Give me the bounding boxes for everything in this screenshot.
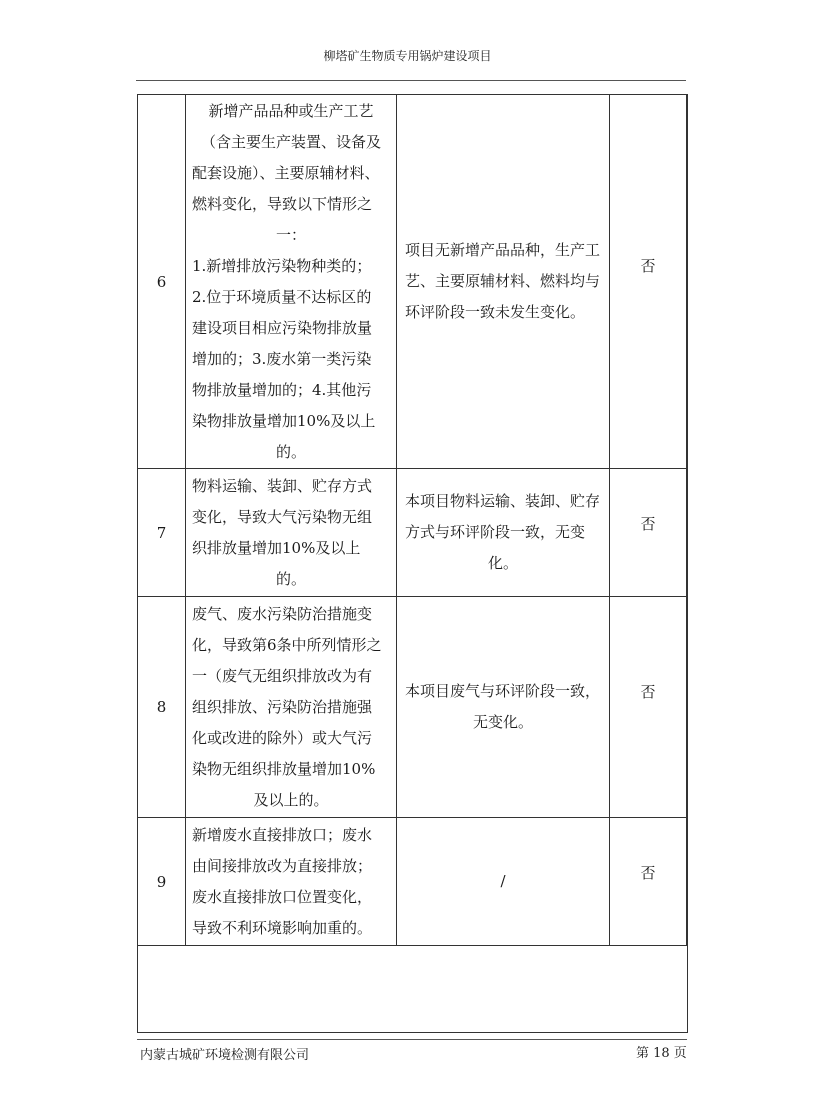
requirement-line: 废气、废水污染防治措施变	[192, 604, 373, 623]
requirement-cell	[186, 469, 397, 597]
description-line: 无变化。	[472, 713, 533, 731]
requirement-line: 废水直接排放口位置变化，	[192, 887, 373, 906]
requirement-line: 染物无组织排放量增加10%	[192, 759, 376, 778]
description-line: 化。	[487, 554, 518, 572]
description-line: 艺、主要原辅材料、燃料均与	[405, 272, 601, 290]
requirement-line: 的。	[275, 442, 306, 461]
table-row	[138, 469, 687, 597]
requirement-line: 变化，导致大气污染物无组	[192, 507, 373, 526]
item-number: 6	[138, 95, 186, 469]
requirement-line: 物料运输、装卸、贮存方式	[192, 476, 373, 495]
description-line: 本项目废气与环评阶段一致，	[405, 682, 601, 700]
requirement-line: 的。	[275, 569, 306, 588]
requirement-line: 配套设施）、主要原辅材料、	[192, 163, 380, 182]
result-cell: 否	[610, 95, 687, 469]
document-header-title: 柳塔矿生物质专用锅炉建设项目	[323, 49, 492, 63]
description-line: 本项目物料运输、装卸、贮存	[405, 492, 601, 510]
description-cell	[397, 95, 610, 469]
page-number: 第 18 页	[636, 1046, 687, 1061]
requirement-cell	[186, 597, 397, 818]
description-line: 项目无新增产品品种，生产工	[405, 241, 601, 259]
requirement-line: 新增废水直接排放口；废水	[192, 825, 373, 844]
header-rule	[136, 80, 686, 81]
description-cell	[397, 818, 610, 946]
requirement-cell	[186, 818, 397, 946]
requirement-line: 2.位于环境质量不达标区的	[192, 287, 372, 306]
requirement-line: 及以上的。	[253, 790, 329, 809]
requirement-line: （含主要生产装置、设备及	[200, 132, 381, 151]
change-review-table	[137, 94, 687, 946]
description-cell	[397, 469, 610, 597]
requirement-line: 物排放量增加的；4.其他污	[192, 380, 372, 399]
result-cell: 否	[610, 469, 687, 597]
requirement-line: 导致不利环境影响加重的。	[192, 918, 373, 937]
requirement-line: 组织排放、污染防治措施强	[192, 697, 373, 716]
footer-company-name: 内蒙古城矿环境检测有限公司	[140, 1048, 310, 1063]
description-line: 环评阶段一致未发生变化。	[405, 303, 586, 321]
item-number: 8	[138, 597, 186, 818]
description-line: 方式与环评阶段一致，无变	[405, 523, 586, 541]
description-line: /	[500, 872, 506, 890]
description-cell	[397, 597, 610, 818]
result-cell: 否	[610, 597, 687, 818]
requirement-cell	[186, 95, 397, 469]
requirement-line: 建设项目相应污染物排放量	[192, 318, 373, 337]
requirement-line: 燃料变化，导致以下情形之	[192, 194, 373, 213]
requirement-line: 化或改进的除外）或大气污	[192, 728, 373, 747]
table-row	[138, 95, 687, 469]
table-row	[138, 818, 687, 946]
item-number: 7	[138, 469, 186, 597]
table-row	[138, 597, 687, 818]
requirement-line: 一：	[275, 225, 306, 244]
requirement-line: 染物排放量增加10%及以上	[192, 411, 376, 430]
footer-rule	[137, 1039, 687, 1040]
requirement-line: 增加的；3.废水第一类污染	[192, 349, 372, 368]
requirement-line: 织排放量增加10%及以上	[192, 538, 361, 557]
requirement-line: 1.新增排放污染物种类的；	[192, 256, 372, 275]
requirement-line: 化，导致第6条中所列情形之	[192, 635, 382, 654]
requirement-line: 由间接排放改为直接排放；	[192, 856, 373, 875]
requirement-line: 一（废气无组织排放改为有	[192, 666, 373, 685]
result-cell: 否	[610, 818, 687, 946]
requirement-line: 新增产品品种或生产工艺	[208, 101, 374, 120]
item-number: 9	[138, 818, 186, 946]
